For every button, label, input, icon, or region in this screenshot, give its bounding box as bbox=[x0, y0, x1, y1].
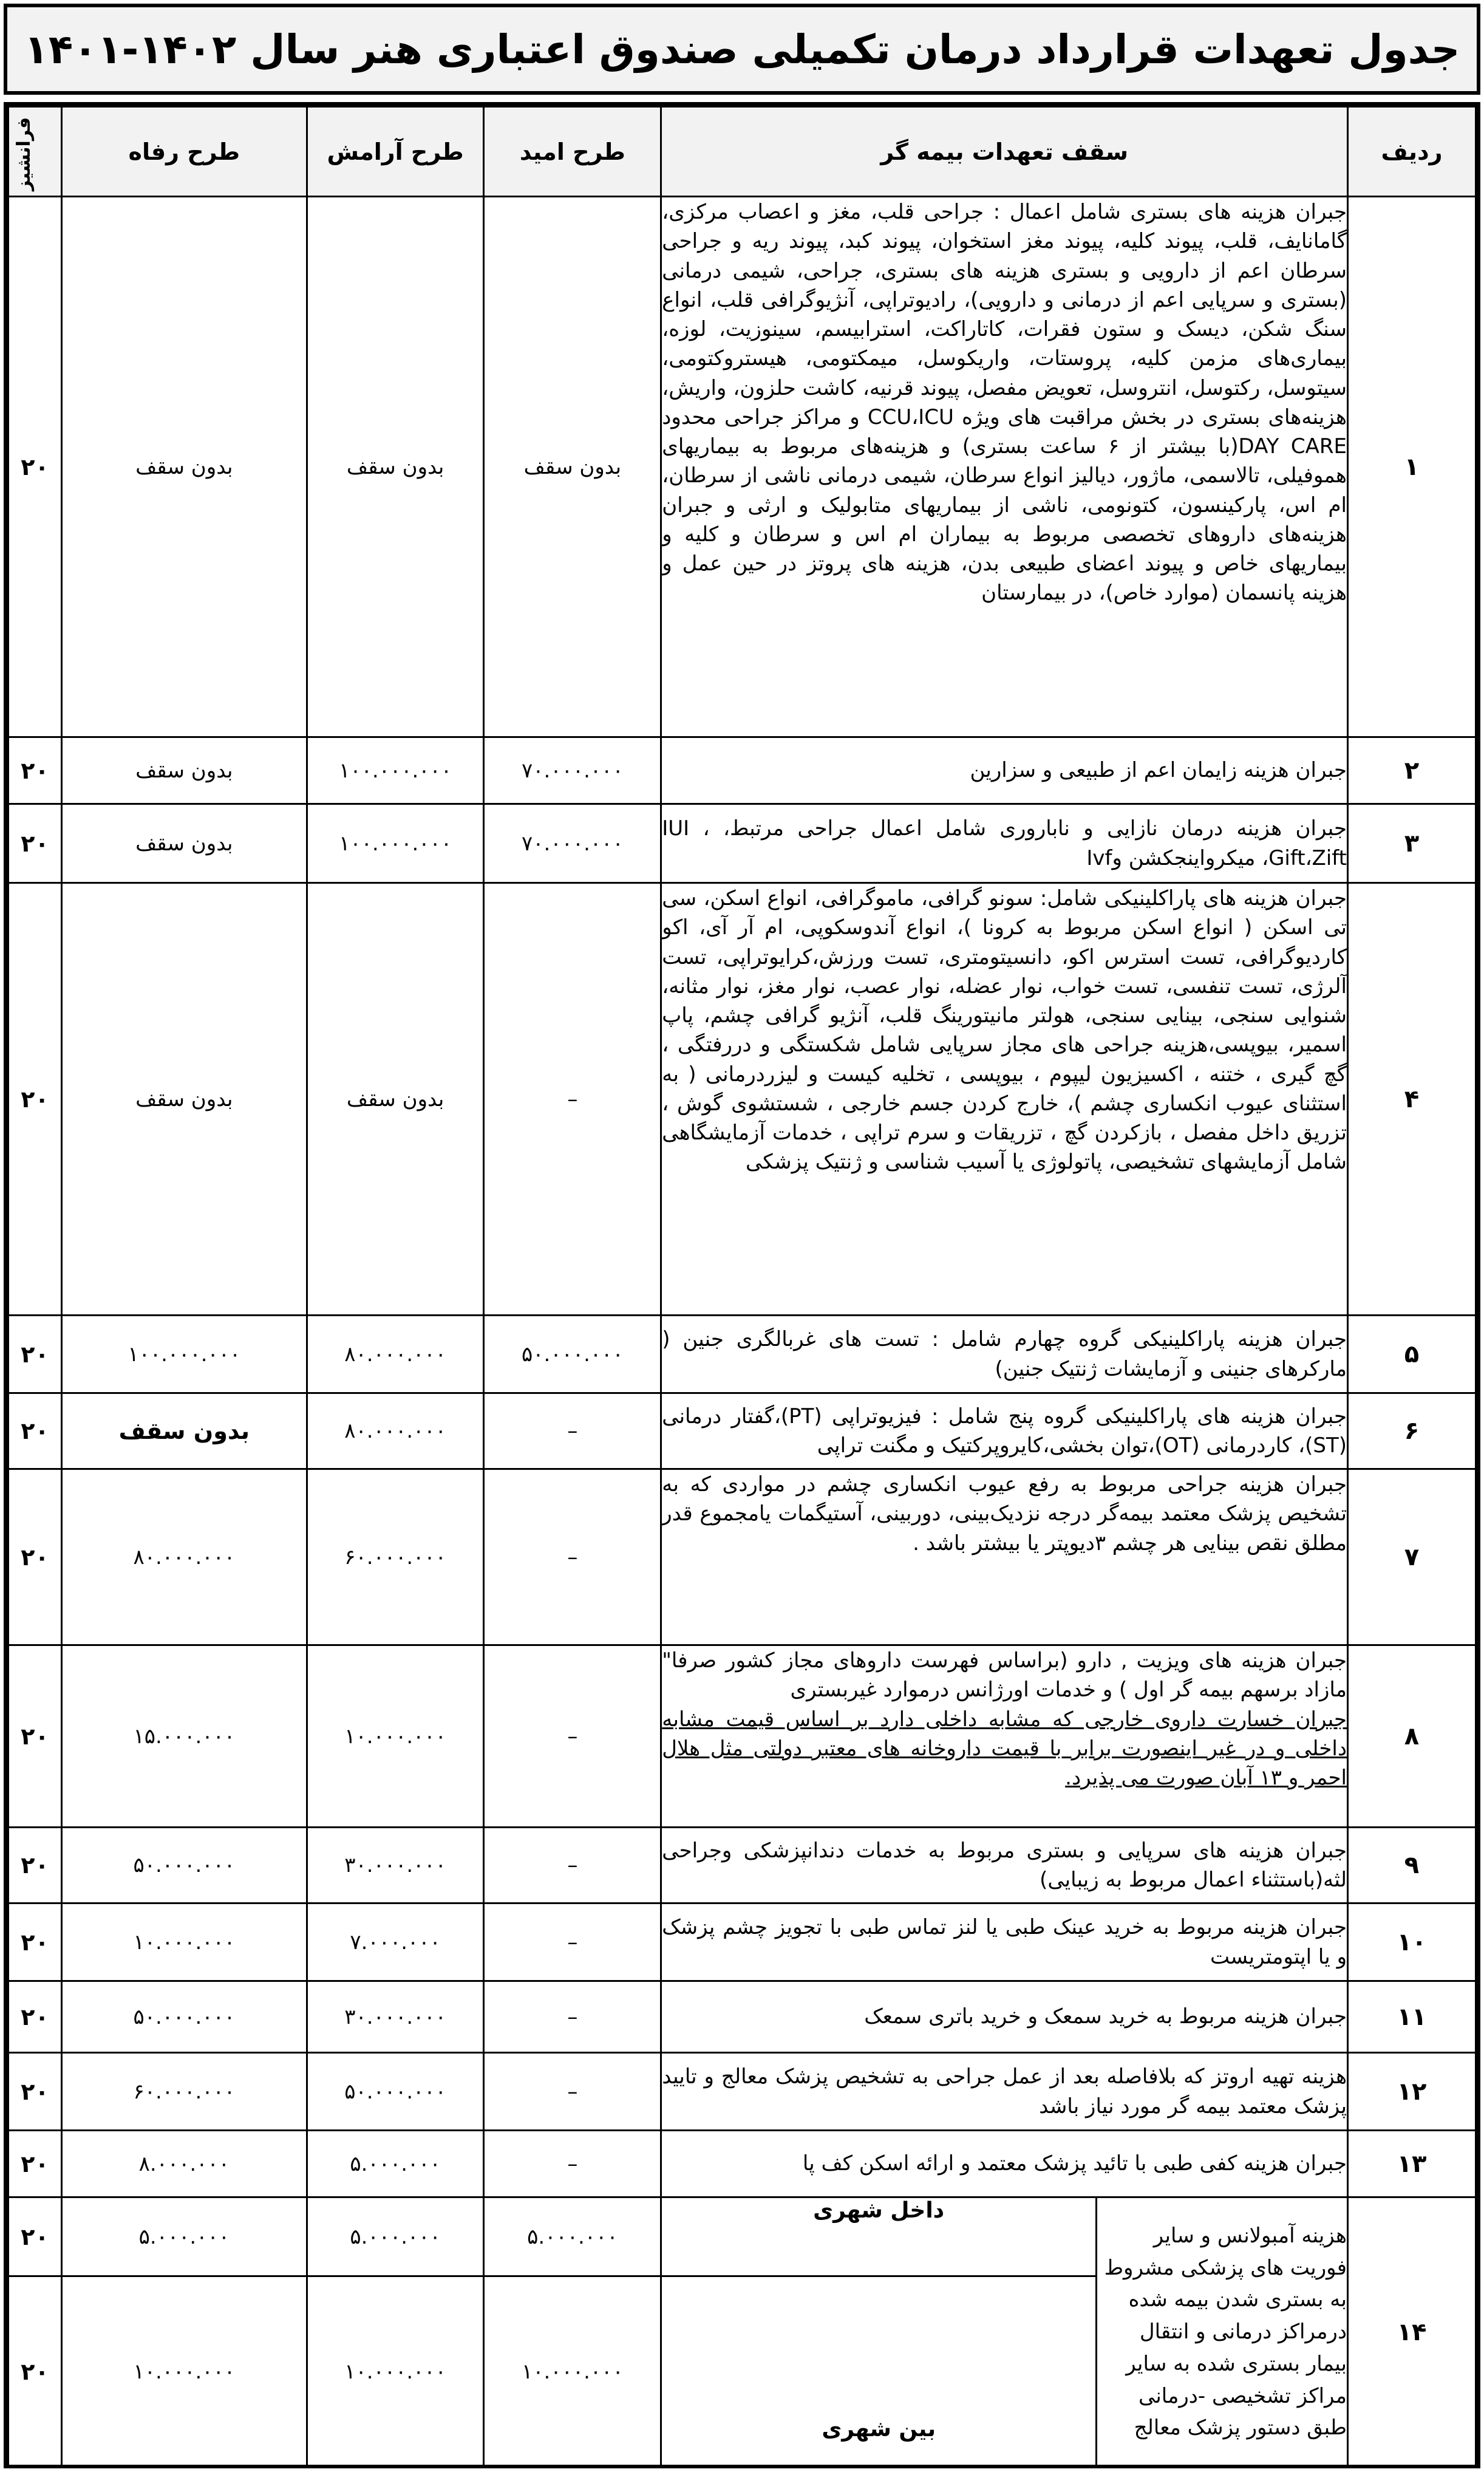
franchise-value: ۲۰ bbox=[9, 1904, 62, 1981]
aramesh-value: ۵.۰۰۰.۰۰۰ bbox=[307, 2197, 484, 2276]
aramesh-value: ۱۰.۰۰۰.۰۰۰ bbox=[307, 1645, 484, 1828]
row-number: ۸ bbox=[1348, 1645, 1476, 1828]
omid-value: ۵۰.۰۰۰.۰۰۰ bbox=[484, 1316, 661, 1393]
table-row bbox=[9, 1645, 1476, 1828]
row-description: جبران هزینه های بستری شامل اعمال : جراحی قلب، مغز و اعصاب مرکزی، گامانایف، قلب، پیوند کلیه، پیوند مغز استخوان، پیوند کبد، پیوند ریه و جراحی سرطان اعم از دارویی و بستری هزینه های بستری، جراحی، شیمی درمانی (بستری و سرپایی اعم از درمانی و دارویی)، رادیوتراپی، آنژیوگرافی قلب، انواع سنگ شکن، دیسک و ستون فقرات، کاتاراکت، استرابیسم، سینوزیت، لوزه، بیماری‌های مزمن کلیه، پروستات، واریکوسل، میمکتومی، هیستروکتومی، سیتوسل، رکتوسل، انتروسل، تعویض مفصل، پیوند قرنیه، کاشت حلزون، واریش، هزینه‌های بستری در بخش مراقبت های ویژه CCU،ICU و مراکز جراحی محدود DAY CARE(با بیشتر از ۶ ساعت بستری) و هزینه‌های مربوط به بیماریهای هموفیلی، تالاسمی، ماژور، دیالیز انواع سرطان، شیمی درمانی ناشی از سرطان، ام اس، پارکینسون، کتونومی، ناشی از بیماریهای متابولیک و ارثی و جبران هزینه‌های داروهای تخصصی مربوط به بیماران ام اس و سرطان و کلیه و بیماریهای خاص و پیوند اعضای طبیعی بدن، هزینه های پروتز در حین عمل و هزینه پانسمان (موارد خاص)، در بیمارستان bbox=[661, 197, 1348, 737]
aramesh-value: ۱۰۰.۰۰۰.۰۰۰ bbox=[307, 737, 484, 804]
row-description: جبران هزینه درمان نازایی و ناباروری شامل اعمال جراحی مرتبط، IUI ، Gift،Zift، میکرواینجکشن وIvf bbox=[661, 804, 1348, 883]
refah-value: ۵۰.۰۰۰.۰۰۰ bbox=[61, 1981, 307, 2053]
header-refah: طرح رفاه bbox=[61, 107, 307, 197]
franchise-value: ۲۰ bbox=[9, 1469, 62, 1645]
sub-label-city: داخل شهری bbox=[661, 2197, 1097, 2276]
row-description: جبران هزینه های پاراکلینیکی گروه پنج شامل : فیزیوتراپی (PT)،گفتار درمانی (ST)، کاردرمانی (OT)،توان بخشی،کایروپرکتیک و مگنت تراپی bbox=[661, 1393, 1348, 1469]
header-omid: طرح امید bbox=[484, 107, 661, 197]
refah-value: ۱۵.۰۰۰.۰۰۰ bbox=[61, 1645, 307, 1828]
row-number: ۵ bbox=[1348, 1316, 1476, 1393]
omid-value: – bbox=[484, 883, 661, 1316]
aramesh-value: ۱۰.۰۰۰.۰۰۰ bbox=[307, 2276, 484, 2467]
row-description: جبران هزینه مربوط به خرید عینک طبی یا لنز تماس طبی با تجویز چشم پزشک و یا اپتومتریست bbox=[661, 1904, 1348, 1981]
franchise-value: ۲۰ bbox=[9, 1393, 62, 1469]
aramesh-value: ۳۰.۰۰۰.۰۰۰ bbox=[307, 1828, 484, 1904]
header-ceiling: سقف تعهدات بیمه گر bbox=[661, 107, 1348, 197]
aramesh-value: ۵.۰۰۰.۰۰۰ bbox=[307, 2131, 484, 2197]
aramesh-value: بدون سقف bbox=[307, 197, 484, 737]
header-row bbox=[9, 107, 1476, 197]
franchise-value: ۲۰ bbox=[9, 197, 62, 737]
row-number: ۴ bbox=[1348, 883, 1476, 1316]
franchise-value: ۲۰ bbox=[9, 2131, 62, 2197]
refah-value: بدون سقف bbox=[61, 197, 307, 737]
row-number: ۳ bbox=[1348, 804, 1476, 883]
refah-value: ۶۰.۰۰۰.۰۰۰ bbox=[61, 2053, 307, 2131]
omid-value: ۷۰.۰۰۰.۰۰۰ bbox=[484, 804, 661, 883]
aramesh-value: ۳۰.۰۰۰.۰۰۰ bbox=[307, 1981, 484, 2053]
omid-value: – bbox=[484, 2131, 661, 2197]
row-description: جبران هزینه پاراکلینیکی گروه چهارم شامل : تست های غربالگری جنین ( مارکرهای جنینی و آزمایشات ژنتیک جنین) bbox=[661, 1316, 1348, 1393]
omid-value: – bbox=[484, 2053, 661, 2131]
row-number: ۱۱ bbox=[1348, 1981, 1476, 2053]
header-aramesh: طرح آرامش bbox=[307, 107, 484, 197]
omid-value: – bbox=[484, 1904, 661, 1981]
row-description bbox=[661, 1645, 1348, 1828]
franchise-value: ۲۰ bbox=[9, 1645, 62, 1828]
row-description: جبران هزینه جراحی مربوط به رفع عیوب انکساری چشم در مواردی که به تشخیص پزشک معتمد بیمه‌گر درجه نزدیک‌بینی، دوربینی، آستیگمات یامجموع قدر مطلق نقص بینایی هر چشم ۳دیوپتر یا بیشتر باشد . bbox=[661, 1469, 1348, 1645]
omid-value: – bbox=[484, 1393, 661, 1469]
row-number: ۱۰ bbox=[1348, 1904, 1476, 1981]
coverage-table bbox=[7, 106, 1477, 2468]
table-row bbox=[9, 1316, 1476, 1393]
table-row bbox=[9, 883, 1476, 1316]
row-description: جبران هزینه های پاراکلینیکی شامل: سونو گرافی، ماموگرافی، انواع اسکن، سی تی اسکن ( انواع اسکن مربوط به کرونا )، انواع آندوسکوپی، ام آر آی، اکو کاردیوگرافی، تست استرس اکو، دانسیتومتری، تست ورزش،کرایوتراپی، تست آلرژی، تست تنفسی، تست خواب، نوار عضله، نوار عصب، نوار مغز، نوار مثانه، شنوایی سنجی، بینایی سنجی، هولتر مانیتورینگ قلب، آنژیو گرافی چشم، پاپ اسمیر، بیوپسی،هزینه جراحی های مجاز سرپایی شامل شکستگی و دررفتگی ، گچ گیری ، ختنه ، اکسیزیون لیپوم ، بیوپسی ، تخلیه کیست و لیزردرمانی ( به استثنای عیوب انکساری چشم )، خارج کردن جسم خارجی ، شستشوی گوش ، تزریق داخل مفصل ، بازکردن گچ ، تزریقات و سرم تراپی ، خدمات آزمایشگاهی شامل آزمایشهای تشخیصی، پاتولوژی یا آسیب شناسی و ژنتیک پزشکی bbox=[661, 883, 1348, 1316]
refah-value: بدون سقف bbox=[61, 737, 307, 804]
table-row bbox=[9, 1393, 1476, 1469]
coverage-table-frame bbox=[4, 102, 1480, 2468]
row-number: ۶ bbox=[1348, 1393, 1476, 1469]
omid-value: ۷۰.۰۰۰.۰۰۰ bbox=[484, 737, 661, 804]
refah-value: ۵۰.۰۰۰.۰۰۰ bbox=[61, 1828, 307, 1904]
table-row bbox=[9, 804, 1476, 883]
sub-label-intercity: بین شهری bbox=[661, 2276, 1097, 2467]
refah-value: بدون سقف bbox=[61, 804, 307, 883]
aramesh-value: ۸۰.۰۰۰.۰۰۰ bbox=[307, 1316, 484, 1393]
row-description: جبران هزینه های سرپایی و بستری مربوط به خدمات دندانپزشکی وجراحی لثه(باستثناء اعمال مربوط به زیبایی) bbox=[661, 1828, 1348, 1904]
table-row bbox=[9, 2053, 1476, 2131]
table-row-ambulance-city bbox=[9, 2197, 1476, 2276]
row-description: جبران هزینه مربوط به خرید سمعک و خرید باتری سمعک bbox=[661, 1981, 1348, 2053]
row-number: ۹ bbox=[1348, 1828, 1476, 1904]
aramesh-value: ۷.۰۰۰.۰۰۰ bbox=[307, 1904, 484, 1981]
table-row bbox=[9, 2131, 1476, 2197]
refah-value: ۱۰۰.۰۰۰.۰۰۰ bbox=[61, 1316, 307, 1393]
refah-value: بدون سقف bbox=[61, 1393, 307, 1469]
row-description: هزینه آمبولانس و سایر فوریت های پزشکی مشروط به بستری شدن بیمه شده درمراکز درمانی و انتقال بیمار بستری شده به سایر مراکز تشخیصی -درمانی طبق دستور پزشک معالج bbox=[1097, 2197, 1348, 2467]
table-row bbox=[9, 1904, 1476, 1981]
franchise-value: ۲۰ bbox=[9, 2276, 62, 2467]
table-row bbox=[9, 1828, 1476, 1904]
franchise-value: ۲۰ bbox=[9, 883, 62, 1316]
omid-value: ۵.۰۰۰.۰۰۰ bbox=[484, 2197, 661, 2276]
title-banner bbox=[4, 4, 1480, 95]
refah-value: ۵.۰۰۰.۰۰۰ bbox=[61, 2197, 307, 2276]
omid-value: بدون سقف bbox=[484, 197, 661, 737]
row-number: ۱ bbox=[1348, 197, 1476, 737]
omid-value: – bbox=[484, 1469, 661, 1645]
omid-value: – bbox=[484, 1981, 661, 2053]
omid-value: – bbox=[484, 1645, 661, 1828]
row-description: هزینه تهیه اروتز که بلافاصله بعد از عمل جراحی به تشخیص پزشک معالج و تایید پزشک معتمد بیمه گر مورد نیاز باشد bbox=[661, 2053, 1348, 2131]
franchise-value: ۲۰ bbox=[9, 804, 62, 883]
franchise-value: ۲۰ bbox=[9, 1828, 62, 1904]
omid-value: – bbox=[484, 1828, 661, 1904]
aramesh-value: ۸۰.۰۰۰.۰۰۰ bbox=[307, 1393, 484, 1469]
row-description-part-b: جبران خسارت داروی خارجی که مشابه داخلی دارد بر اساس قیمت مشابه داخلی و در غیر اینصورت برابر با قیمت داروخانه های معتبر دولتی مثل هلال احمر و ۱۳ آبان صورت می پذیرد. bbox=[662, 1707, 1347, 1791]
row-number: ۱۳ bbox=[1348, 2131, 1476, 2197]
aramesh-value: ۵۰.۰۰۰.۰۰۰ bbox=[307, 2053, 484, 2131]
refah-value: ۱۰.۰۰۰.۰۰۰ bbox=[61, 1904, 307, 1981]
aramesh-value: ۶۰.۰۰۰.۰۰۰ bbox=[307, 1469, 484, 1645]
refah-value: ۱۰.۰۰۰.۰۰۰ bbox=[61, 2276, 307, 2467]
aramesh-value: بدون سقف bbox=[307, 883, 484, 1316]
franchise-value: ۲۰ bbox=[9, 1316, 62, 1393]
omid-value: ۱۰.۰۰۰.۰۰۰ bbox=[484, 2276, 661, 2467]
row-number: ۱۴ bbox=[1348, 2197, 1476, 2467]
table-row bbox=[9, 1981, 1476, 2053]
table-row bbox=[9, 1469, 1476, 1645]
row-number: ۷ bbox=[1348, 1469, 1476, 1645]
refah-value: ۸.۰۰۰.۰۰۰ bbox=[61, 2131, 307, 2197]
aramesh-value: ۱۰۰.۰۰۰.۰۰۰ bbox=[307, 804, 484, 883]
table-row bbox=[9, 737, 1476, 804]
refah-value: بدون سقف bbox=[61, 883, 307, 1316]
header-franchise bbox=[9, 107, 62, 197]
header-franchise-label: فرانشیز bbox=[13, 117, 35, 191]
page-title: جدول تعهدات قرارداد درمان تکمیلی صندوق اعتباری هنر سال ۱۴۰۲-۱۴۰۱ bbox=[24, 26, 1460, 73]
row-description-part-a: جبران هزینه های ویزیت , دارو (براساس فهرست داروهای مجاز کشور صرفا" مازاد برسهم بیمه گر اول ) و خدمات اورژانس درموارد غیربستری bbox=[662, 1648, 1347, 1702]
table-row bbox=[9, 197, 1476, 737]
row-description: جبران هزینه کفی طبی با تائید پزشک معتمد و ارائه اسکن کف پا bbox=[661, 2131, 1348, 2197]
franchise-value: ۲۰ bbox=[9, 737, 62, 804]
row-number: ۲ bbox=[1348, 737, 1476, 804]
header-row-number: ردیف bbox=[1348, 107, 1476, 197]
franchise-value: ۲۰ bbox=[9, 1981, 62, 2053]
franchise-value: ۲۰ bbox=[9, 2197, 62, 2276]
franchise-value: ۲۰ bbox=[9, 2053, 62, 2131]
row-description: جبران هزینه زایمان اعم از طبیعی و سزارین bbox=[661, 737, 1348, 804]
refah-value: ۸۰.۰۰۰.۰۰۰ bbox=[61, 1469, 307, 1645]
row-number: ۱۲ bbox=[1348, 2053, 1476, 2131]
